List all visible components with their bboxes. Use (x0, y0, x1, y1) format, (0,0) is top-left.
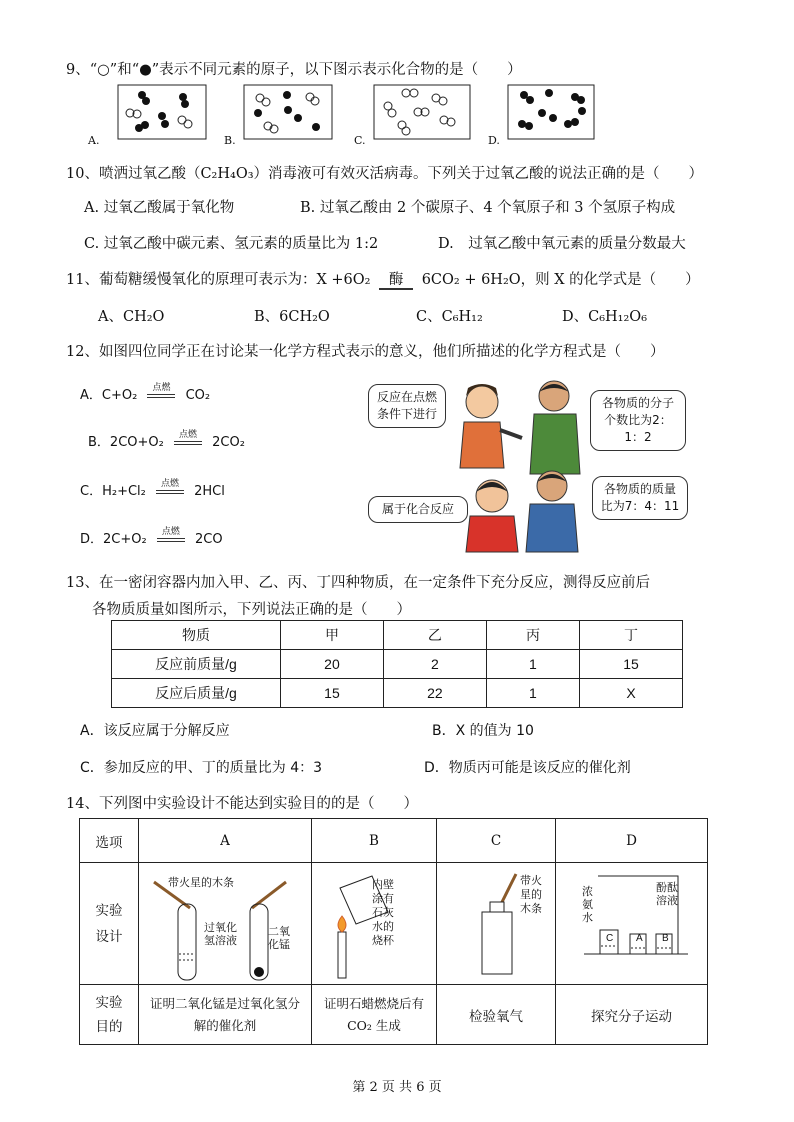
student-boy-red-figure (466, 480, 518, 552)
q9-option-b-diagram (244, 85, 332, 139)
q12-bubble-2: 各物质的分子个数比为2：1：2 (590, 390, 686, 451)
q13-th: 物质 (112, 621, 281, 650)
q13-option-d[interactable]: D．物质丙可能是该反应的催化剂 (424, 760, 631, 776)
q12-option-c[interactable]: C．H₂+Cl₂ 点燃 2HCl (80, 480, 225, 499)
q14-th: D (556, 819, 708, 863)
q14-d-left-label: 浓氨水 (582, 886, 593, 924)
q10-option-d[interactable]: D. 过氧乙酸中氧元素的质量分数最大 (438, 236, 686, 252)
student-girl-figure (460, 384, 522, 468)
q14-d-cup-c: C (606, 933, 614, 944)
q14-d-cup-b: B (662, 933, 669, 944)
q13-cell: X (580, 679, 683, 708)
q12-option-a[interactable]: A．C+O₂ 点燃 CO₂ (80, 384, 210, 403)
q10-stem: 10、喷洒过氧乙酸（C₂H₄O₃）消毒液可有效灭活病毒。下列关于过氧乙酸的说法正确的是（ ） (66, 166, 704, 182)
q13-mass-table (111, 620, 683, 708)
q12-condition-c: 点燃 (160, 478, 179, 489)
q11-enzyme-arrow: 酶 (379, 272, 413, 290)
q13-table-header-row (112, 621, 683, 650)
q14-design-label: 实验设计 (80, 863, 139, 985)
table-row (112, 679, 683, 708)
q12-option-d[interactable]: D．2C+O₂ 点燃 2CO (80, 528, 223, 547)
q14-d-right-label: 酚酞溶液 (656, 882, 678, 907)
q14-goal-d: 探究分子运动 (556, 985, 708, 1045)
q14-stem: 14、下列图中实验设计不能达到实验目的的是（ ） (66, 796, 418, 812)
q14-a-stick-label: 带火星的木条 (168, 877, 234, 889)
q11-stem-post: 6CO₂ + 6H₂O，则 X 的化学式是（ ） (421, 272, 700, 288)
q14-goal-label: 实验目的 (80, 985, 139, 1045)
q13-th: 甲 (281, 621, 384, 650)
q13-option-b[interactable]: B．X 的值为 10 (432, 723, 534, 739)
q14-th: C (437, 819, 556, 863)
student-boy-green-figure (530, 381, 580, 474)
q13-cell: 20 (281, 650, 384, 679)
q9-option-d-diagram (508, 85, 594, 139)
student-boy-blue-figure (526, 471, 578, 552)
q12-stem: 12、如图四位同学正在讨论某一化学方程式表示的意义，他们所描述的化学方程式是（ ） (66, 344, 665, 360)
q13-cell: 22 (383, 679, 486, 708)
q13-cell: 2 (383, 650, 486, 679)
q11-stem (66, 268, 700, 290)
q9-label-d[interactable]: D. (488, 134, 500, 147)
q12-condition-d: 点燃 (161, 526, 180, 537)
q12-bubble-1: 反应在点燃条件下进行 (368, 384, 446, 428)
q14-c-note: 带火星的木条 (520, 875, 542, 915)
q14-d-cup-a: A (636, 933, 643, 944)
q12-condition-a: 点燃 (152, 382, 171, 393)
q9-option-a-diagram (118, 85, 206, 139)
q9-stem: 9、“○”和“●”表示不同元素的原子，以下图示表示化合物的是（ ） (66, 62, 522, 78)
q12-condition-b: 点燃 (178, 429, 197, 440)
table-row (112, 650, 683, 679)
q14-a-right-label: 二氧化锰 (268, 926, 290, 951)
q9-label-b[interactable]: B. (224, 134, 236, 147)
q14-a-left-label: 过氧化氢溶液 (204, 922, 237, 947)
q13-cell: 1 (486, 650, 579, 679)
q11-option-b[interactable]: B、6CH₂O (254, 309, 330, 325)
q14-header-row (80, 819, 708, 863)
q14-b-note: 内壁涂有石灰水的烧杯 (372, 879, 394, 947)
q10-option-a[interactable]: A. 过氧乙酸属于氧化物 (84, 200, 235, 216)
q13-stem-line1: 13、在一密闭容器内加入甲、乙、丙、丁四种物质，在一定条件下充分反应，测得反应前后 (66, 575, 650, 591)
q14-goal-a: 证明二氧化锰是过氧化氢分解的催化剂 (139, 985, 312, 1045)
q10-option-c[interactable]: C. 过氧乙酸中碳元素、氢元素的质量比为 1:2 (84, 236, 379, 252)
q13-th: 丙 (486, 621, 579, 650)
q14-goal-row (80, 985, 708, 1045)
q9-label-c[interactable]: C. (354, 134, 366, 147)
page-footer: 第 2 页 共 6 页 (352, 1080, 442, 1095)
q12-option-b[interactable]: B．2CO+O₂ 点燃 2CO₂ (88, 431, 245, 450)
q13-th: 丁 (580, 621, 683, 650)
q11-option-a[interactable]: A、CH₂O (98, 309, 165, 325)
q13-option-a[interactable]: A．该反应属于分解反应 (80, 723, 230, 739)
q12-bubble-3: 属于化合反应 (368, 496, 468, 523)
q12-bubble-4: 各物质的质量比为7：4：11 (592, 476, 688, 520)
q11-option-c[interactable]: C、C₆H₁₂ (416, 309, 483, 325)
q14-goal-c: 检验氧气 (437, 985, 556, 1045)
q14-th: A (139, 819, 312, 863)
q13-stem-line2: 各物质质量如图所示，下列说法正确的是（ ） (92, 602, 411, 618)
q13-cell: 反应前质量/g (112, 650, 281, 679)
q11-option-d[interactable]: D、C₆H₁₂O₆ (562, 309, 648, 325)
q10-option-b[interactable]: B. 过氧乙酸由 2 个碳原子、4 个氧原子和 3 个氢原子构成 (300, 200, 676, 216)
q13-option-c[interactable]: C．参加反应的甲、丁的质量比为 4：3 (80, 760, 323, 776)
q13-cell: 反应后质量/g (112, 679, 281, 708)
q9-particle-diagrams (84, 80, 604, 150)
q9-label-a[interactable]: A. (88, 134, 100, 147)
q13-th: 乙 (383, 621, 486, 650)
q9-option-c-diagram (374, 85, 470, 139)
q14-goal-b: 证明石蜡燃烧后有 CO₂ 生成 (312, 985, 437, 1045)
q11-stem-pre: 11、葡萄糖缓慢氧化的原理可表示为：X +6O₂ (66, 272, 371, 288)
q13-cell: 15 (281, 679, 384, 708)
q14-th: B (312, 819, 437, 863)
q14-th: 选项 (80, 819, 139, 863)
q13-cell: 1 (486, 679, 579, 708)
q13-cell: 15 (580, 650, 683, 679)
